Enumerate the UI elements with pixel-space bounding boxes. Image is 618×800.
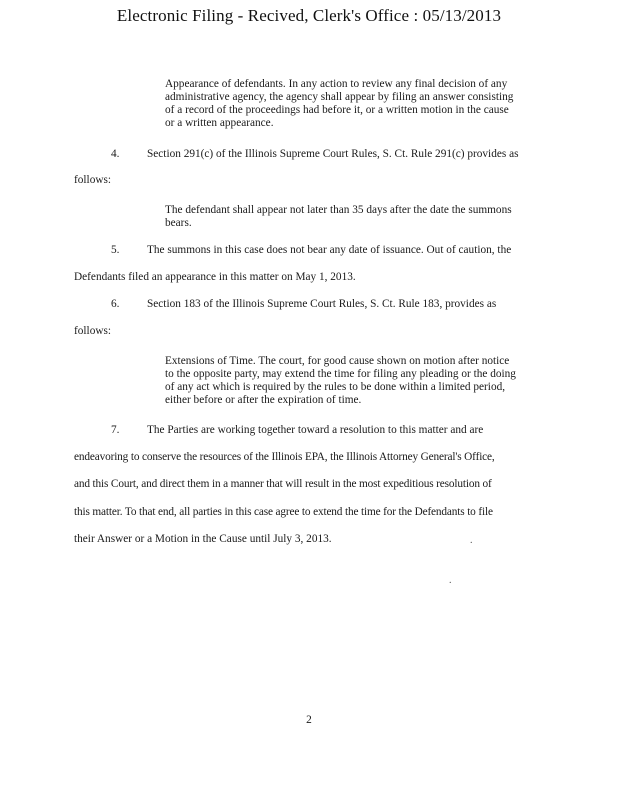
- paragraph-text: their Answer or a Motion in the Cause until July 3, 2013.: [74, 533, 332, 545]
- quote-line: The defendant shall appear not later than 35 days after the date the summons: [165, 204, 512, 216]
- scan-speck: .: [449, 575, 452, 586]
- quote-line: or a written appearance.: [165, 117, 274, 129]
- quote-line: Appearance of defendants. In any action to review any final decision of any: [165, 78, 508, 90]
- scan-speck: .: [470, 535, 473, 546]
- paragraph-text: Section 183 of the Illinois Supreme Court Rules, S. Ct. Rule 183, provides as: [147, 298, 497, 310]
- electronic-filing-header: Electronic Filing - Recived, Clerk's Office : 05/13/2013: [116, 6, 502, 25]
- paragraph-text: follows:: [74, 325, 112, 337]
- quoted-rule-183: [165, 355, 543, 407]
- quote-line: either before or after the expiration of time.: [165, 394, 362, 406]
- quote-line: bears.: [165, 217, 192, 229]
- quote-line: of any act which is required by the rules to be done within a limited period,: [165, 381, 506, 393]
- quote-line: of a record of the proceedings had before it, or a written motion in the cause: [165, 104, 509, 116]
- paragraph-text: and this Court, and direct them in a manner that will result in the most expeditious resolution of: [74, 478, 492, 490]
- quote-line: Extensions of Time. The court, for good cause shown on motion after notice: [165, 355, 510, 367]
- quote-line: administrative agency, the agency shall appear by filing an answer consisting: [165, 91, 514, 103]
- paragraph-text: Defendants filed an appearance in this matter on May 1, 2013.: [74, 271, 356, 283]
- page-number: 2: [306, 714, 312, 726]
- paragraph-text: Section 291(c) of the Illinois Supreme Court Rules, S. Ct. Rule 291(c) provides as: [147, 148, 519, 160]
- paragraph-number: 6.: [111, 298, 120, 310]
- paragraph-text: endeavoring to conserve the resources of the Illinois EPA, the Illinois Attorney General's Office,: [74, 451, 495, 463]
- paragraph-text: this matter. To that end, all parties in this case agree to extend the time for the Defendants to file: [74, 506, 493, 518]
- quote-line: to the opposite party, may extend the time for filing any pleading or the doing: [165, 368, 516, 380]
- paragraph-number: 5.: [111, 244, 120, 256]
- quoted-rule-appearance: [165, 78, 543, 130]
- paragraph-text: The Parties are working together toward a resolution to this matter and are: [147, 424, 484, 436]
- paragraph-number: 7.: [111, 424, 120, 436]
- paragraph-text: follows:: [74, 174, 112, 186]
- paragraph-number: 4.: [111, 148, 120, 160]
- quoted-rule-291c: [165, 204, 543, 230]
- paragraph-text: The summons in this case does not bear any date of issuance. Out of caution, the: [147, 244, 512, 256]
